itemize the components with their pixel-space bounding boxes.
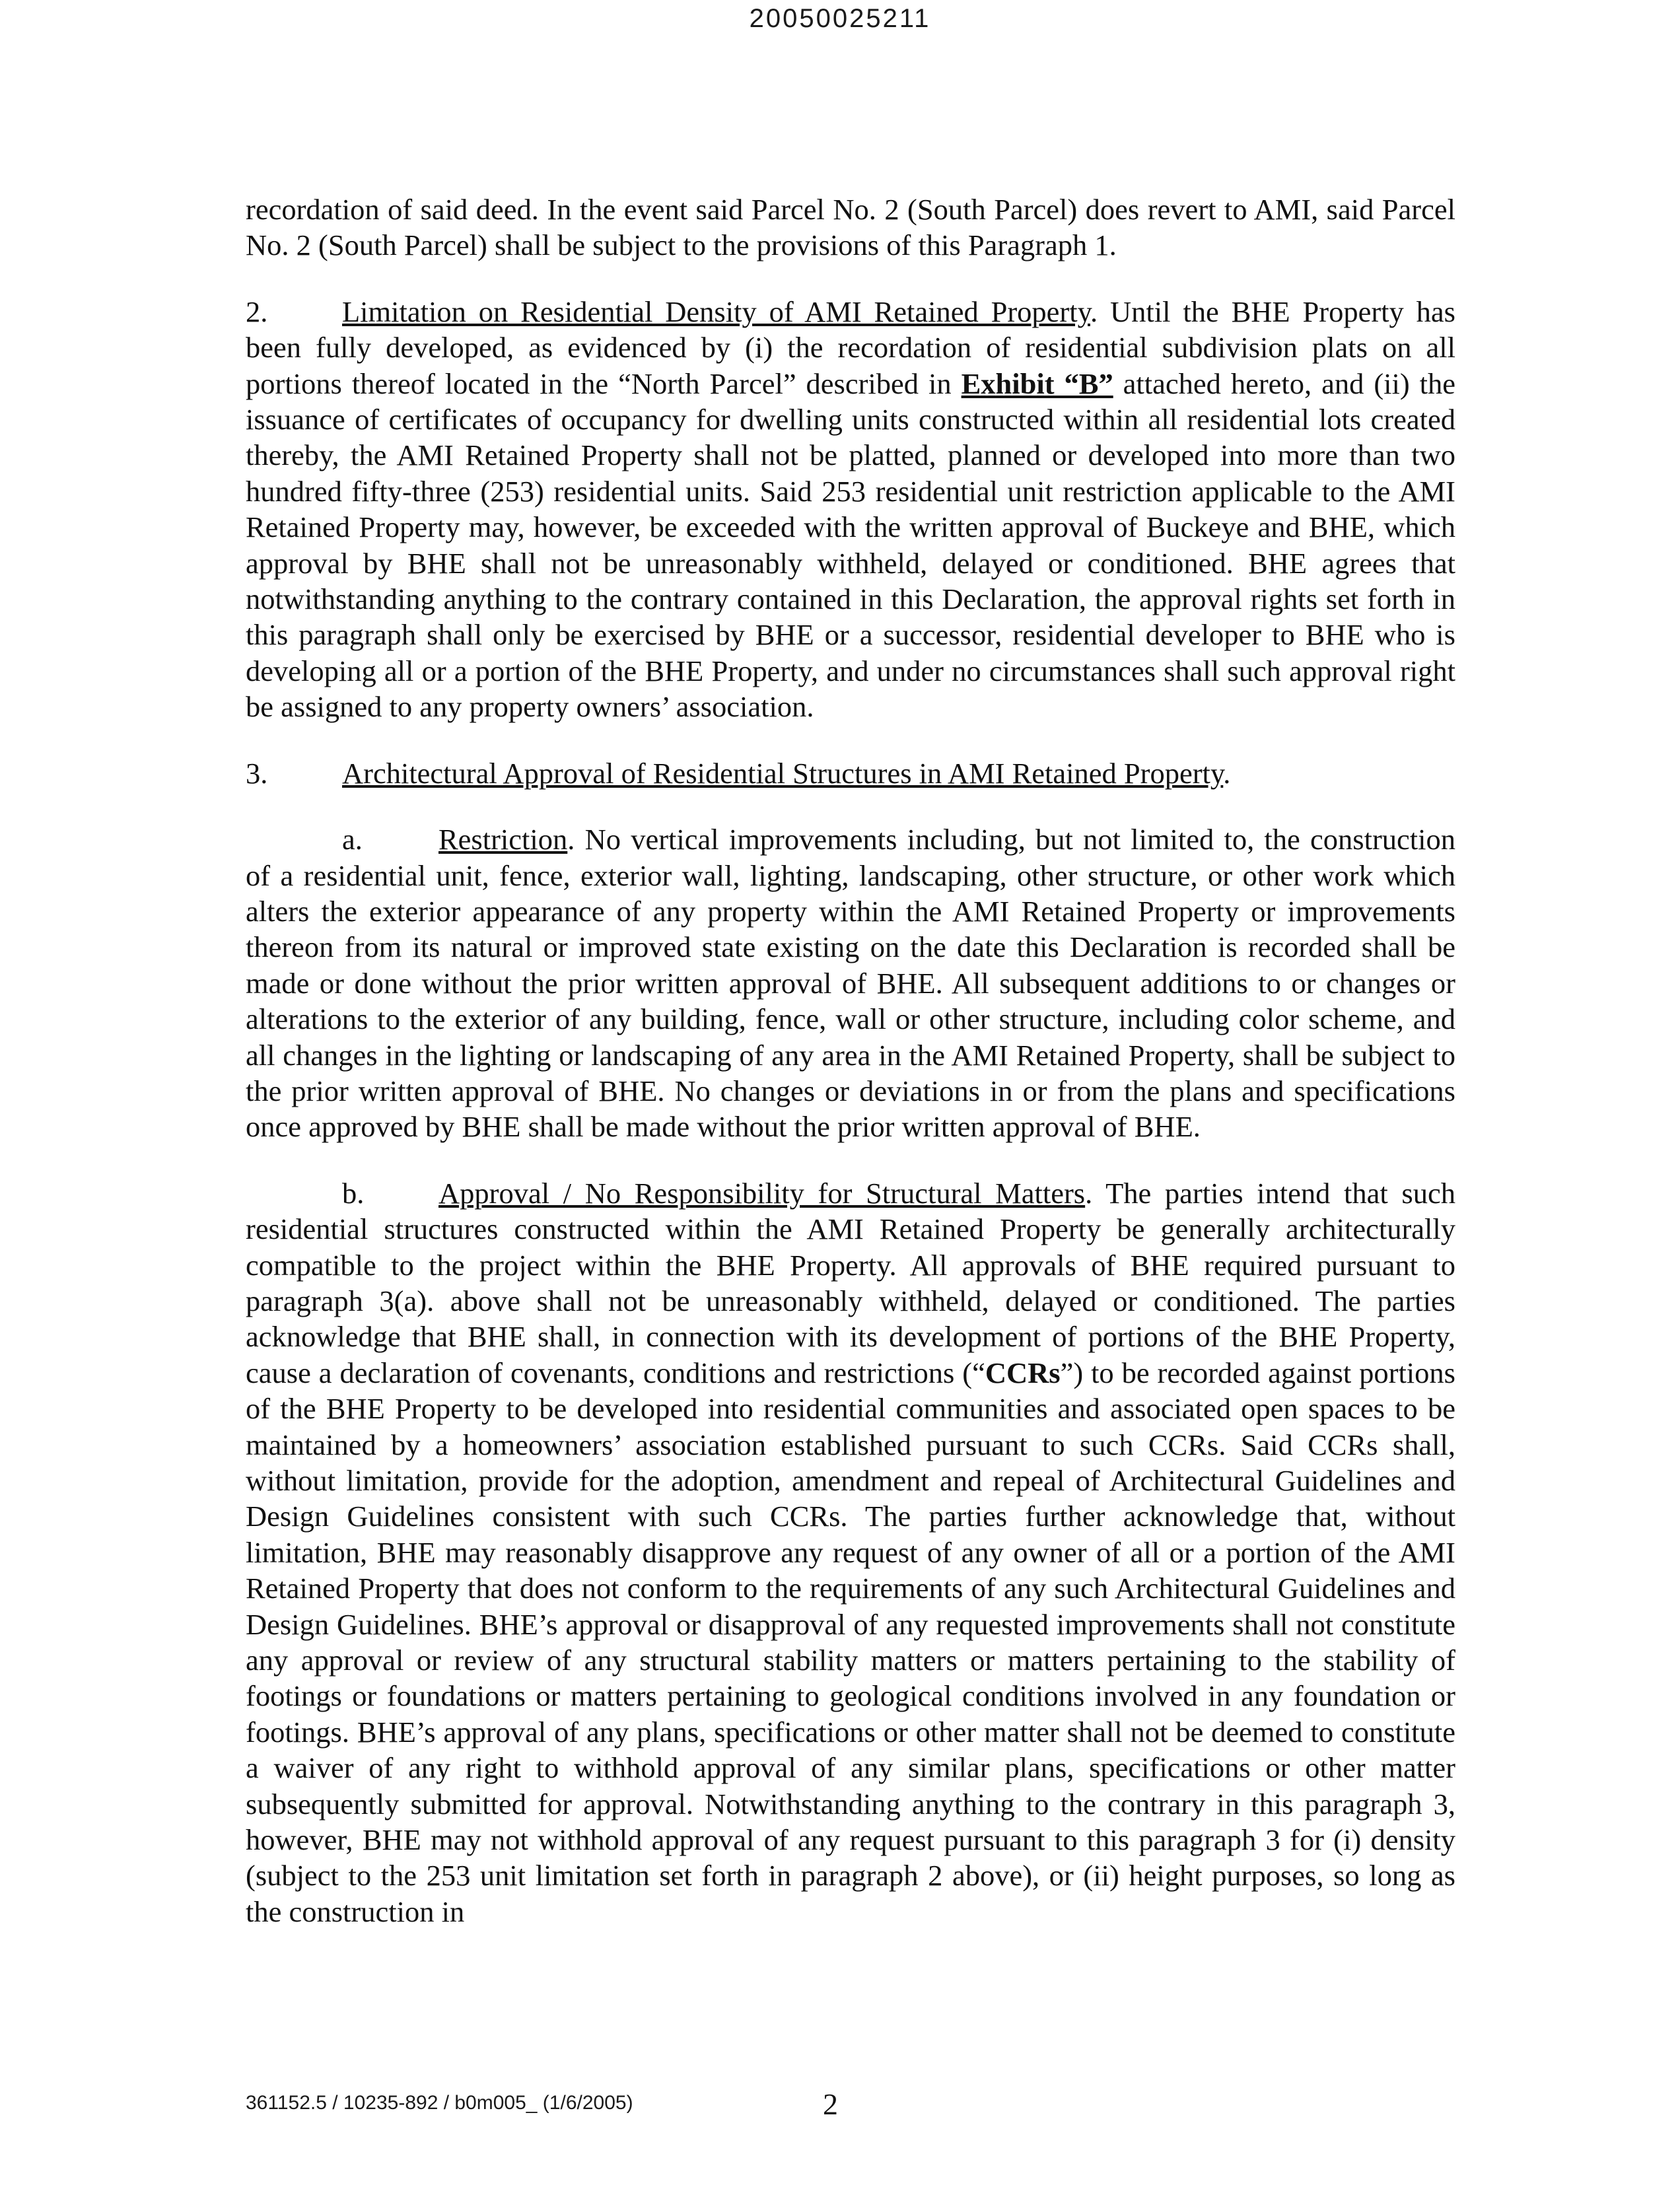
- section-3b-text-a: . The parties intend that such residential structures constructed within the AMI Retained Property be generally architecturally compatible to the project within the BHE Property. All approvals of BHE required pursuant to paragraph 3(a). above shall not be unreasonably withheld, delayed or conditioned. The parties acknowledge that BHE shall, in connection with its development of portions of the BHE Property, cause a declaration of covenants, conditions and restrictions (“: [246, 1176, 1455, 1389]
- section-3a-letter: a.: [342, 823, 363, 856]
- section-2-text-b: attached hereto, and (ii) the issuance of certificates of occupancy for dwelling units constructed within all residential lots created thereby, the AMI Retained Property shall not be platted, planned or developed into more than two hundred fifty-three (253) residential units. Said 253 residential unit restriction applicable to the AMI Retained Property may, however, be exceeded with the written approval of Buckeye and BHE, which approval by BHE shall not be unreasonably withheld, delayed or conditioned. BHE agrees that notwithstanding anything to the contrary contained in this Declaration, the approval rights set forth in this paragraph shall only be exercised by BHE or a successor, residential developer to BHE who is developing all or a portion of the BHE Property, and under no circumstances shall such approval right be assigned to any property owners’ association.: [246, 366, 1456, 724]
- section-3b: [246, 1175, 1455, 1930]
- section-3-heading: Architectural Approval of Residential Structures in AMI Retained Property: [342, 756, 1224, 790]
- document-number: 20050025211: [749, 4, 931, 33]
- ccrs-defined-term: CCRs: [985, 1356, 1061, 1389]
- section-2: [246, 294, 1455, 725]
- section-2-heading: Limitation on Residential Density of AMI Retained Property: [342, 295, 1090, 328]
- page-number: 2: [823, 2087, 838, 2121]
- footer-document-reference: 361152.5 / 10235-892 / b0m005_ (1/6/2005): [246, 2092, 633, 2114]
- section-2-number: 2.: [246, 295, 268, 328]
- document-body: [246, 191, 1455, 1929]
- section-3b-text-b: ”) to be recorded against portions of the BHE Property to be developed into residential communities and associated open spaces to be maintained by a homeowners’ association established pursuant to such CCRs. Said CCRs shall, without limitation, provide for the adoption, amendment and repeal of Architectural Guidelines and Design Guidelines consistent with such CCRs. The parties further acknowledge that, without limitation, BHE may reasonably disapprove any request of any owner of all or a portion of the AMI Retained Property that does not conform to the requirements of any such Architectural Guidelines and Design Guidelines. BHE’s approval or disapproval of any requested improvements shall not constitute any approval or review of any structural stability matters or matters pertaining to the stability of footings or foundations or matters pertaining to geological conditions involved in any foundation or footings. BHE’s approval of any plans, specifications or other matter shall not be deemed to constitute a waiver of any right to withhold approval of any similar plans, specifications or other matter subsequently submitted for approval. Notwithstanding anything to the contrary in this paragraph 3, however, BHE may not withhold approval of any request pursuant to this paragraph 3 for (i) density (subject to the 253 unit limitation set forth in paragraph 2 above), or (ii) height purposes, so long as the construction in: [246, 1356, 1455, 1928]
- section-3a: [246, 821, 1455, 1145]
- exhibit-b-reference: Exhibit “B”: [961, 366, 1113, 400]
- section-3b-letter: b.: [342, 1176, 365, 1210]
- section-3-heading-period: .: [1223, 756, 1231, 790]
- paragraph-1-continuation: recordation of said deed. In the event said Parcel No. 2 (South Parcel) does revert to AMI, said Parcel No. 2 (South Parcel) shall be subject to the provisions of this Paragraph 1.: [246, 193, 1455, 262]
- section-2-text-a: . Until the BHE Property has been fully developed, as evidenced by (i) the recordation of residential subdivision plats on all portions thereof located in the “North Parcel” described in: [246, 295, 1455, 400]
- section-3a-text: . No vertical improvements including, but not limited to, the construction of a residential unit, fence, exterior wall, lighting, landscaping, other structure, or other work which alters the exterior appearance of any property within the AMI Retained Property or improvements thereon from its natural or improved state existing on the date this Declaration is recorded shall be made or done without the prior written approval of BHE. All subsequent additions to or changes or alterations to the exterior of any building, fence, wall or other structure, including color scheme, and all changes in the lighting or landscaping of any area in the AMI Retained Property, shall be subject to the prior written approval of BHE. No changes or deviations in or from the plans and specifications once approved by BHE shall be made without the prior written approval of BHE.: [246, 823, 1455, 1144]
- section-3-heading-line: [246, 755, 1455, 791]
- section-3-number: 3.: [246, 756, 268, 790]
- section-3a-heading: Restriction: [438, 823, 568, 856]
- section-3b-heading: Approval / No Responsibility for Structural Matters: [438, 1176, 1086, 1210]
